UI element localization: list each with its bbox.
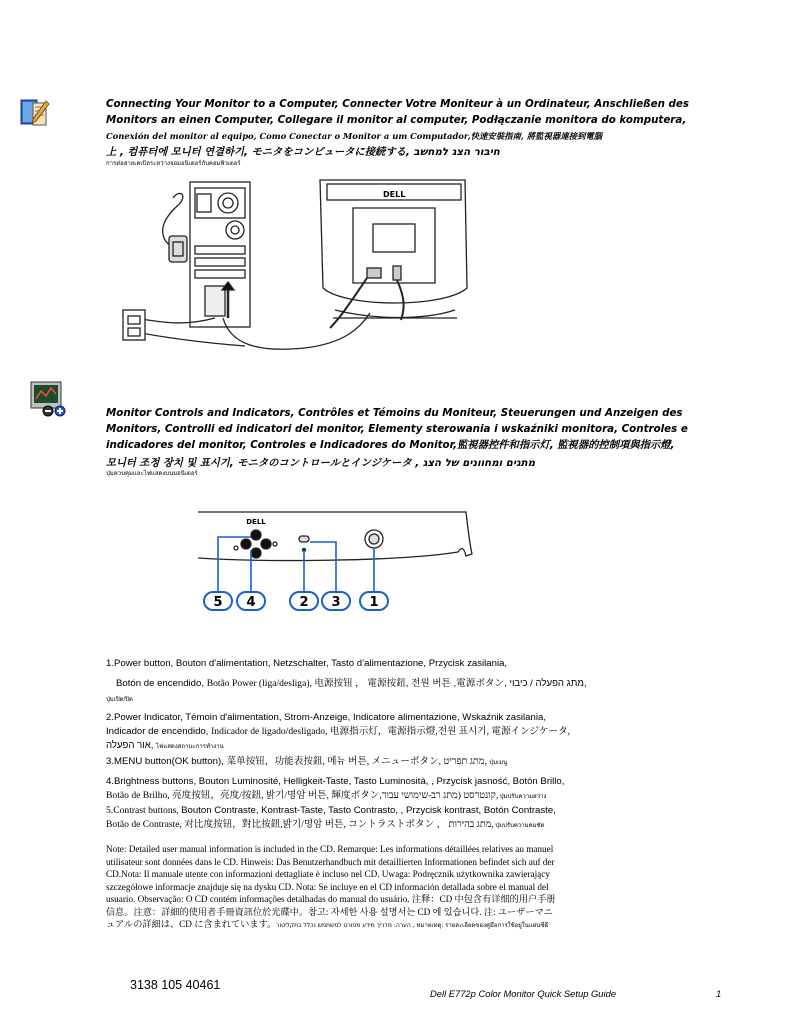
item-text: 2.Power Indicator, Témoin d'alimentation, Strom-Anzeige, Indicatore alimentazione, Wskaźnik zasilania, — [106, 712, 546, 723]
heading-line: 上 , 컴퓨터에 모니터 연결하기, モニタをコンピュータに接続する, חיבור הצג למחשב — [106, 146, 500, 158]
item-text: Indicador de encendido, Indicador de ligado/desligado, 电源指示灯，電源指示燈,전원 표시기, 電源インジケータ, — [106, 726, 571, 737]
item-text: Botão de Brilho, 亮度按钮，亮度/按鈕, 밝기/명암 버튼, 輝度ボタン,קונטרסט (מתג רב-שימושי עבור, ปุ่มปรับความสว่าง — [106, 790, 547, 801]
note-line: Note: Detailed user manual information is included in the CD. Remarque: Les informations détaillées relatives au manuel — [106, 844, 554, 854]
item-text: 5.Contrast buttons, Bouton Contraste, Kontrast-Taste, Tasto Contrasto, , Przycisk kontrast, Botón Contraste, — [106, 805, 556, 816]
note-line: CD.Nota: Il manuale utente con informazioni dettagliate è incluso nel CD. Uwaga: Podręcznik użytkownika zawierający — [106, 869, 550, 879]
item-text: ปุ่มเปิด/ปิด — [106, 697, 133, 703]
item-text: 4.Brightness buttons, Bouton Luminosité, Helligkeit-Taste, Tasto Luminosità, , Przycisk jasność, Botón Brillo, — [106, 776, 565, 787]
item-text: 1.Power button, Bouton d'alimentation, Netzschalter, Tasto d’alimentazione, Przycisk zasilania, — [106, 658, 508, 669]
note-line: ュアルの詳細は、CD に含まれています。הערה: מדריך מידע מפורט למשתמש נכלל בתקליטור , หมายเหตุ: รายละเอียดของคู่มือการใช้อยู่ในแผ่นซีดี — [106, 919, 549, 929]
item-text: Botão de Contraste, 对比度按钮，對比按鈕,밝기/명암 버튼, コントラストボタン ， מתג בהירות, ปุ่มปรับความคมชัด — [106, 819, 545, 830]
note-line: usuario. Observação: O CD contém informações detalhadas do manual do usuário. 注释：CD 中包含有详细的用户手册 — [106, 894, 556, 904]
callout-5: 5 — [213, 595, 223, 610]
note-line: utilisateur sont données dans le CD. Hinweis: Das Benutzerhandbuch mit detaillierten Informationen befindet sich auf der — [106, 856, 555, 867]
heading-line: Connecting Your Monitor to a Computer, Connecter Votre Moniteur à un Ordinateur, Anschließen des — [106, 98, 689, 110]
thai-heading: ปุ่มควบคุมและไฟแสดงบนมอนิเตอร์ — [106, 470, 198, 477]
item-text: אור הפעלה, ไฟแสดงสถานะการทำงาน — [106, 740, 224, 751]
note-paragraph — [106, 843, 746, 933]
callout-4: 4 — [246, 595, 256, 610]
brightness-contrast-item — [106, 775, 746, 833]
book-pencil-icon — [20, 97, 50, 127]
power-indicator-item — [106, 711, 746, 754]
diagram-brand-label: DELL — [383, 190, 406, 199]
part-number: 3138 105 40461 — [130, 978, 221, 992]
controls-heading — [106, 405, 746, 471]
heading-line: Monitors an einen Computer, Collegare il monitor al computer, Podłączanie monitora do komputera, — [106, 114, 687, 126]
note-line: szczegółowe informacje znajduje się na dysku CD. Nota: Se incluye en el CD información detallada sobre el manual del — [106, 881, 549, 892]
callout-2: 2 — [299, 595, 309, 610]
panel-brand-label: DELL — [246, 518, 266, 526]
heading-line: Monitors, Controlli ed indicatori del monitor, Elementy sterowania i wskaźniki monitora, Controles e — [106, 423, 688, 435]
front-panel-diagram — [196, 510, 476, 630]
heading-line: Monitor Controls and Indicators, Contrôles et Témoins du Moniteur, Steuerungen und Anzeigen des — [106, 407, 683, 419]
heading-line: 모니터 조정 장치 및 표시기, モニタのコントロールとインジケータ , מתגים ומחוונים של הצג — [106, 457, 536, 469]
callout-1: 1 — [369, 595, 379, 610]
heading-line: indicadores del monitor, Controles e Indicadores do Monitor,監視器控件和指示灯, 監視器的控制項與指示燈, — [106, 439, 675, 451]
power-button-item — [106, 657, 746, 707]
thai-heading: การต่อสายเคเบิลระหว่างจอมอนิเตอร์กับคอมพิวเตอร์ — [106, 160, 241, 167]
connection-diagram — [105, 168, 485, 368]
callout-3: 3 — [331, 595, 341, 610]
page-number: 1 — [716, 988, 722, 999]
connecting-heading — [106, 96, 746, 160]
footer-title: Dell E772p Color Monitor Quick Setup Guide — [430, 988, 617, 999]
menu-button-item: 3.MENU button(OK button), 菜单按钮，功能表按鈕, 메뉴 버튼, メニューボタン, מתג תפריט, ปุ่มเมนู — [106, 756, 508, 767]
item-text: Botón de encendido, Botão Power (liga/desliga), 电源按钮 ， 電源按鈕, 전원 버튼 ,電源ボタン, מתג הפעלה / כיבוי, — [116, 678, 587, 689]
note-line: 信息。注意：詳細的使用者手冊資訊位於光碟中。참고: 자세한 사용 설명서는 CD 에 있습니다. 注: ユーザーマニ — [106, 906, 553, 917]
monitor-settings-icon — [30, 381, 60, 411]
heading-line: Conexión del monitor al equipo, Como Conectar o Monitor a um Computador,快速安裝指南, 將監視器連接到電腦 — [106, 131, 603, 141]
